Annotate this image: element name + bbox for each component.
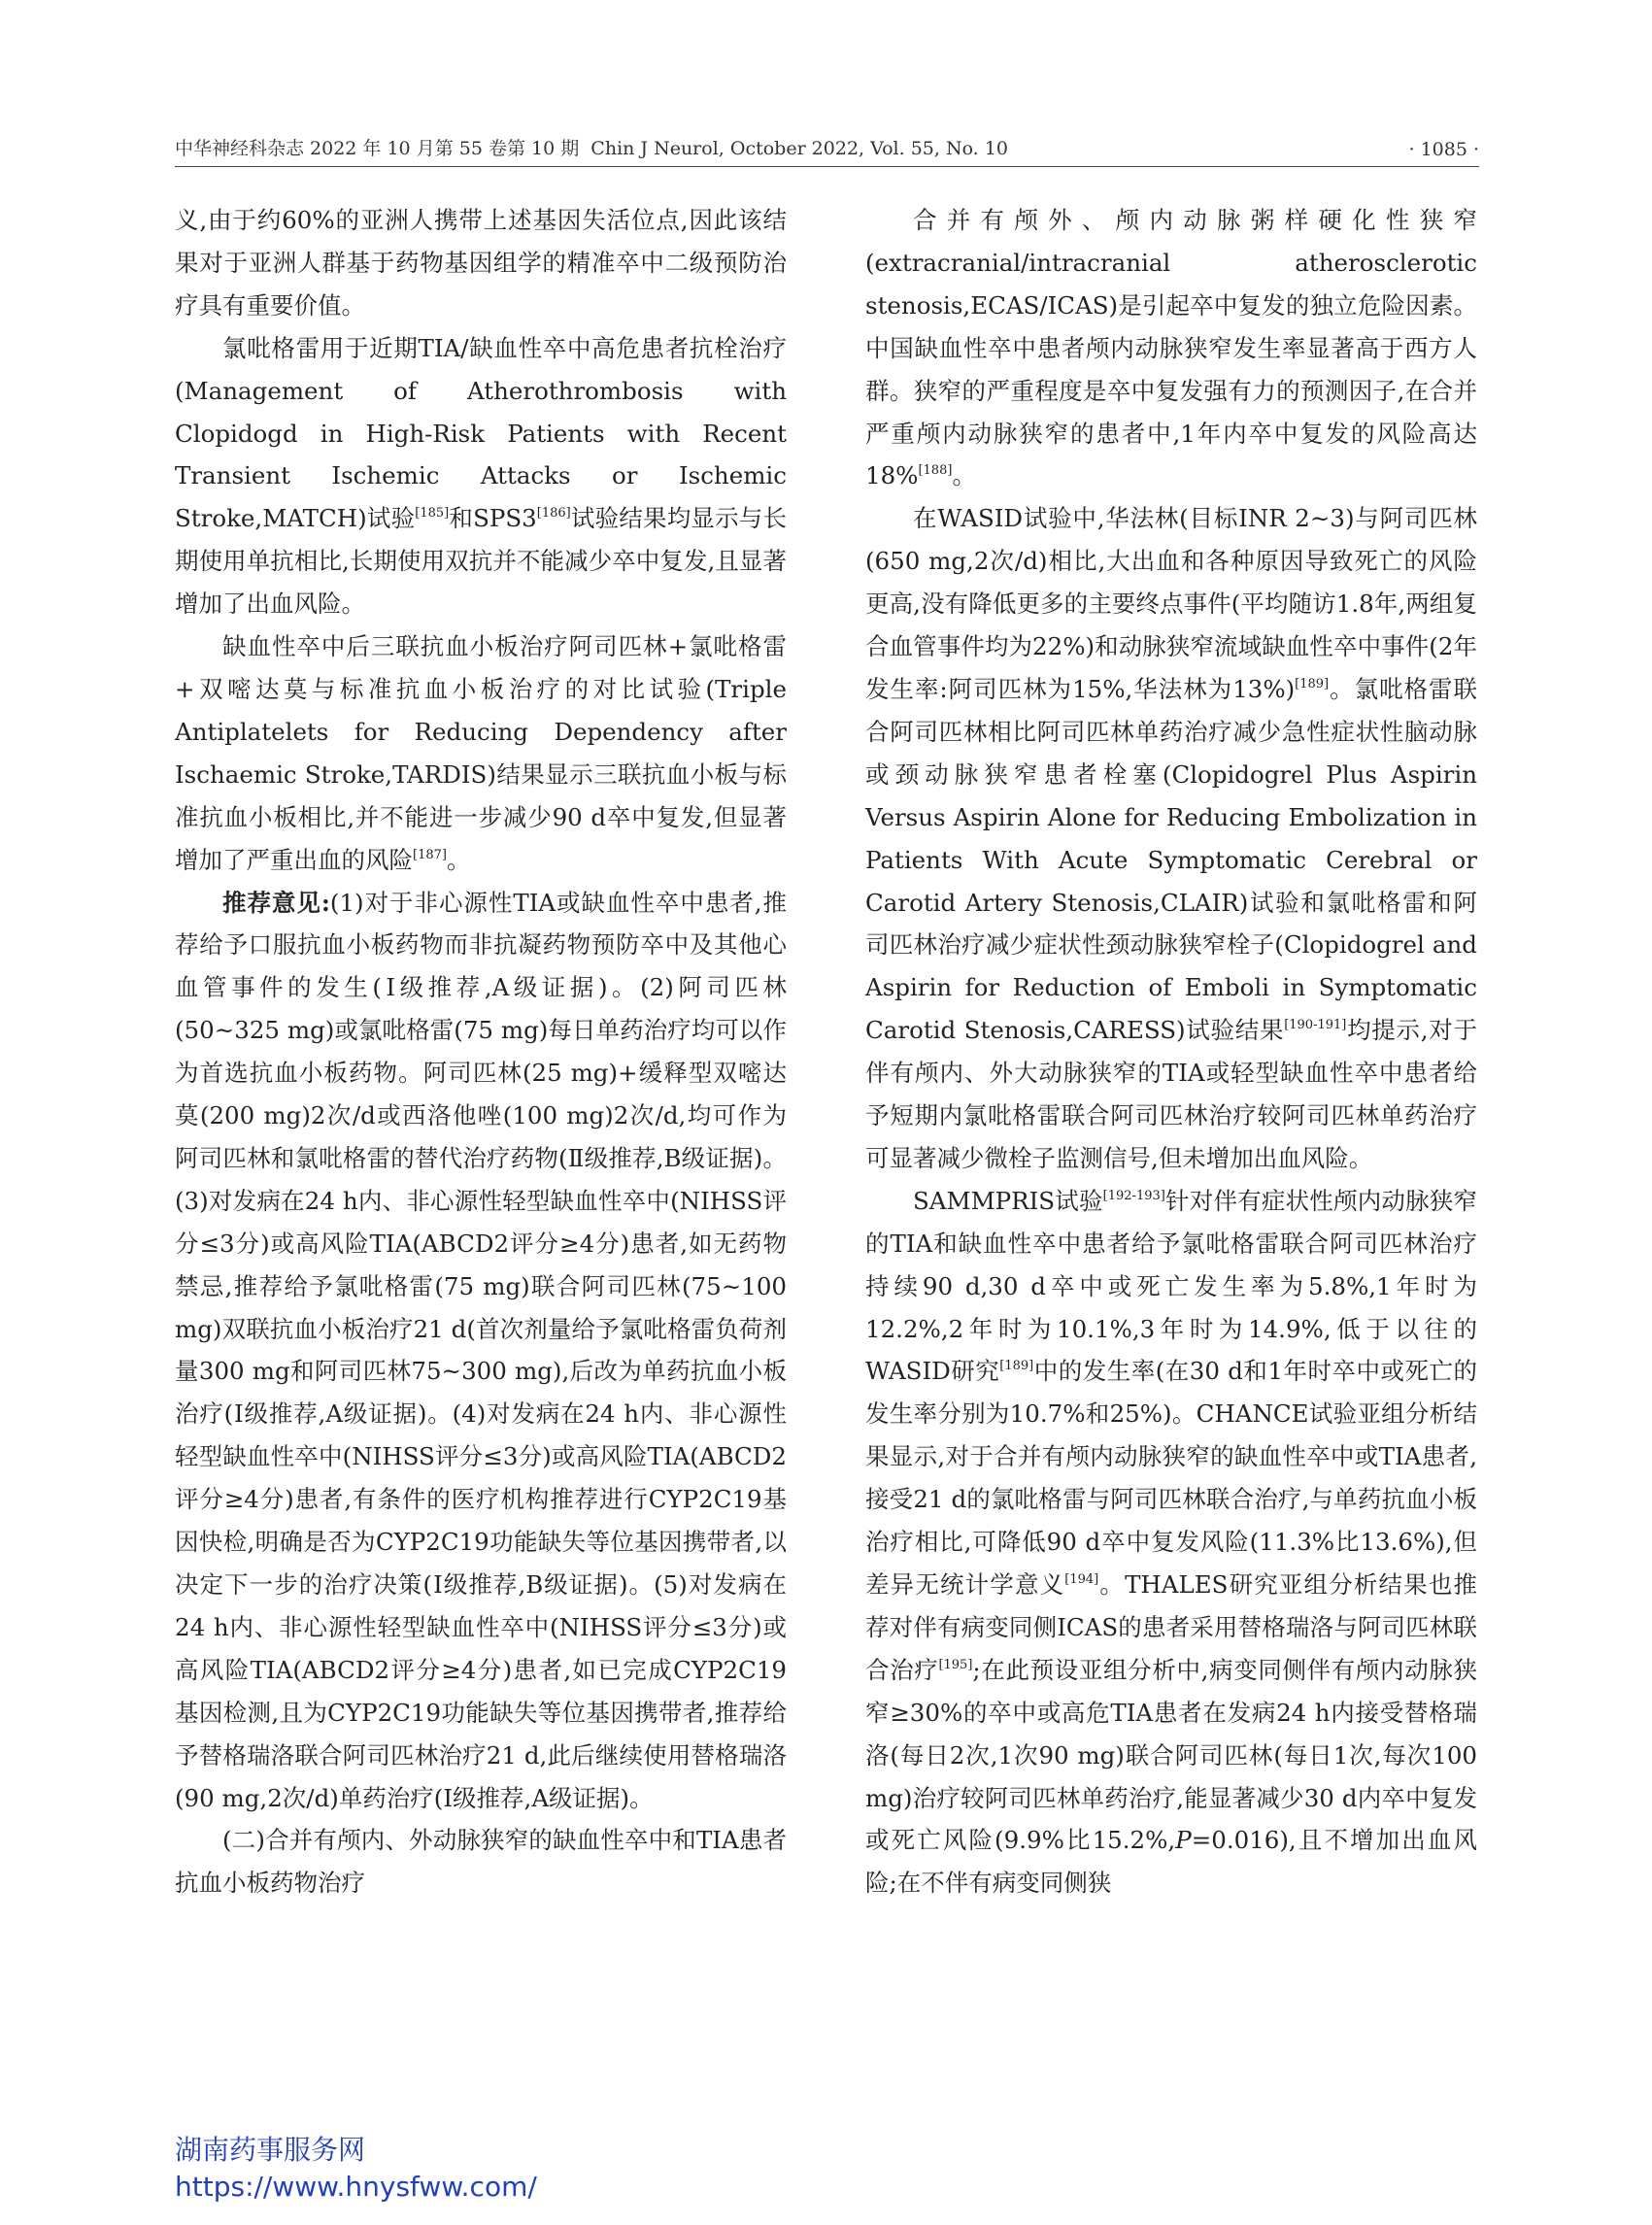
text-run: =0.016),且不增加出血风险;在不伴有病变同侧狭: [865, 1826, 1477, 1898]
citation-ref[interactable]: [190-191]: [1284, 1018, 1347, 1033]
paragraph-continued: 义,由于约60%的亚洲人携带上述基因失活位点,因此该结果对于亚洲人群基于药物基因组学的精准卒中二级预防治疗具有重要价值。: [175, 206, 787, 320]
citation-ref[interactable]: [194]: [1064, 1572, 1099, 1587]
page-number: · 1085 ·: [1408, 139, 1479, 160]
text-run: 。: [952, 461, 976, 490]
paragraph-recommendations: [175, 882, 787, 1820]
journal-citation: [175, 134, 1008, 160]
text-run: (1)对于非心源性TIA或缺血性卒中患者,推荐给予口服抗血小板药物而非抗凝药物预防卒中及其他心血管事件的发生(Ⅰ级推荐,A级证据)。(2)阿司匹林(50~325 mg)或氯吡格雷(75 mg)每日单药治疗均可以作为首选抗血小板药物。阿司匹林(25 mg)+缓释型双嘧达莫(200 mg)2次/d或西洛他唑(100 mg)2次/d,均可作为阿司匹林和氯吡格雷的替代治疗药物(Ⅱ级推荐,B级证据)。(3)对发病在24 h内、非心源性轻型缺血性卒中(NIHSS评分≤3分)或高风险TIA(ABCD2评分≥4分)患者,如无药物禁忌,推荐给予氯吡格雷(75 mg)联合阿司匹林(75~100 mg)双联抗血小板治疗21 d(首次剂量给予氯吡格雷负荷剂量300 mg和阿司匹林75~300 mg),后改为单药抗血小板治疗(Ⅰ级推荐,A级证据)。(4)对发病在24 h内、非心源性轻型缺血性卒中(NIHSS评分≤3分)或高风险TIA(ABCD2评分≥4分)患者,有条件的医疗机构推荐进行CYP2C19基因快检,明确是否为CYP2C19功能缺失等位基因携带者,以决定下一步的治疗决策(Ⅰ级推荐,B级证据)。(5)对发病在24 h内、非心源性轻型缺血性卒中(NIHSS评分≤3分)或高风险TIA(ABCD2评分≥4分)患者,如已完成CYP2C19基因检测,且为CYP2C19功能缺失等位基因携带者,推荐给予替格瑞洛联合阿司匹林治疗21 d,此后继续使用替格瑞洛(90 mg,2次/d)单药治疗(Ⅰ级推荐,A级证据)。: [175, 888, 788, 1812]
text-run: 针对伴有症状性颅内动脉狭窄的TIA和缺血性卒中患者给予氯吡格雷联合阿司匹林治疗持续90 d,30 d卒中或死亡发生率为5.8%,1年时为12.2%,2年时为10.1%,3年时为14.9%,低于以往的WASID研究: [865, 1186, 1478, 1386]
text-run: 中的发生率(在30 d和1年时卒中或死亡的发生率分别为10.7%和25%)。CHANCE试验亚组分析结果显示,对于合并有颅内动脉狭窄的缺血性卒中或TIA患者,接受21 d的氯吡格雷与阿司匹林联合治疗,与单药抗血小板治疗相比,可降低90 d卒中复发风险(11.3%比13.6%),但差异无统计学意义: [865, 1357, 1477, 1599]
right-column: [865, 199, 1477, 1905]
paragraph-wasid: [865, 497, 1477, 1180]
paragraph-match-sps3: [175, 327, 787, 625]
running-header: [175, 134, 1479, 160]
journal-name-en: Chin J Neurol, October 2022, Vol. 55, No. 10: [590, 138, 1008, 159]
text-run: 。氯吡格雷联合阿司匹林相比阿司匹林单药治疗减少急性症状性脑动脉或颈动脉狭窄患者栓塞(Clopidogrel Plus Aspirin Versus Aspirin Alone for Reducing Embolization in Patients With Acute Symptomatic Cerebral or Carotid Artery Stenosis,CLAIR)试验和氯吡格雷和阿司匹林治疗减少症状性颈动脉狭窄栓子(Clopidogrel and Aspirin for Reduction of Emboli in Symptomatic Carotid Stenosis,CARESS)试验结果: [865, 674, 1477, 1045]
text-run: ;在此预设亚组分析中,病变同侧伴有颅内动脉狭窄≥30%的卒中或高危TIA患者在发病24 h内接受替格瑞洛(每日2次,1次90 mg)联合阿司匹林(每日1次,每次100 mg)治疗较阿司匹林单药治疗,能显著减少30 d内卒中复发或死亡风险(9.9%比15.2%,: [865, 1655, 1477, 1855]
text-run: 。: [446, 845, 471, 874]
left-column: [175, 199, 787, 1905]
text-run: 。THALES研究亚组分析结果也推荐对伴有病变同侧ICAS的患者采用替格瑞洛与阿司匹林联合治疗: [865, 1570, 1477, 1684]
citation-ref[interactable]: [185]: [415, 506, 450, 522]
citation-ref[interactable]: [195]: [938, 1657, 973, 1672]
citation-ref[interactable]: [188]: [918, 463, 953, 479]
watermark-footer: [175, 2132, 537, 2206]
paragraph-sammpris: [865, 1180, 1477, 1905]
citation-ref[interactable]: [192-193]: [1102, 1188, 1165, 1203]
p-value-symbol: P: [1175, 1826, 1192, 1855]
journal-name-cn: 中华神经科杂志 2022 年 10 月第 55 卷第 10 期: [175, 138, 580, 159]
text-run: 均提示,对于伴有颅内、外大动脉狭窄的TIA或轻型缺血性卒中患者给予短期内氯吡格雷联合阿司匹林治疗较阿司匹林单药治疗可显著减少微栓子监测信号,但未增加出血风险。: [865, 1016, 1477, 1172]
section-heading: (二)合并有颅内、外动脉狭窄的缺血性卒中和TIA患者抗血小板药物治疗: [175, 1826, 787, 1898]
citation-ref[interactable]: [189]: [999, 1359, 1034, 1374]
text-run: 和SPS3: [449, 504, 537, 533]
site-url[interactable]: https://www.hnysfww.com/: [175, 2171, 537, 2203]
text-run: SAMMPRIS试验: [913, 1186, 1103, 1215]
text-run: 试验结果均显示与长期使用单抗相比,长期使用双抗并不能减少卒中复发,且显著增加了出血风险。: [175, 504, 787, 619]
paragraph-ecas-icas: [865, 199, 1477, 497]
text-run: 在WASID试验中,华法林(目标INR 2~3)与阿司匹林(650 mg,2次/d)相比,大出血和各种原因导致死亡的风险更高,没有降低更多的主要终点事件(平均随访1.8年,两组复合血管事件均为22%)和动脉狭窄流域缺血性卒中事件(2年发生率:阿司匹林为15%,华法林为13%): [865, 504, 1477, 703]
citation-ref[interactable]: [187]: [413, 847, 447, 862]
recommendation-label: 推荐意见:: [222, 888, 330, 917]
text-run: 缺血性卒中后三联抗血小板治疗阿司匹林+氯吡格雷+双嘧达莫与标准抗血小板治疗的对比试验(Triple Antiplatelets for Reducing Dependency after Ischaemic Stroke,TARDIS)结果显示三联抗血小板与标准抗血小板相比,并不能进一步减少90 d卒中复发,但显著增加了严重出血的风险: [175, 632, 787, 874]
header-divider: [175, 166, 1479, 167]
citation-ref[interactable]: [189]: [1295, 676, 1330, 691]
site-name: 湖南药事服务网: [175, 2134, 366, 2166]
text-run: 合并有颅外、颅内动脉粥样硬化性狭窄(extracranial/intracranial atherosclerotic stenosis,ECAS/ICAS)是引起卒中复发的独立危险因素。中国缺血性卒中患者颅内动脉狭窄发生率显著高于西方人群。狭窄的严重程度是卒中复发强有力的预测因子,在合并严重颅内动脉狭窄的患者中,1年内卒中复发的风险高达18%: [865, 206, 1477, 490]
paragraph-tardis: [175, 625, 787, 881]
text-run: 氯吡格雷用于近期TIA/缺血性卒中高危患者抗栓治疗(Management of Atherothrombosis with Clopidogd in High-Risk Patients with Recent Transient Ischemic Attacks or Ischemic Stroke,MATCH)试验: [175, 333, 787, 533]
citation-ref[interactable]: [186]: [536, 506, 571, 522]
